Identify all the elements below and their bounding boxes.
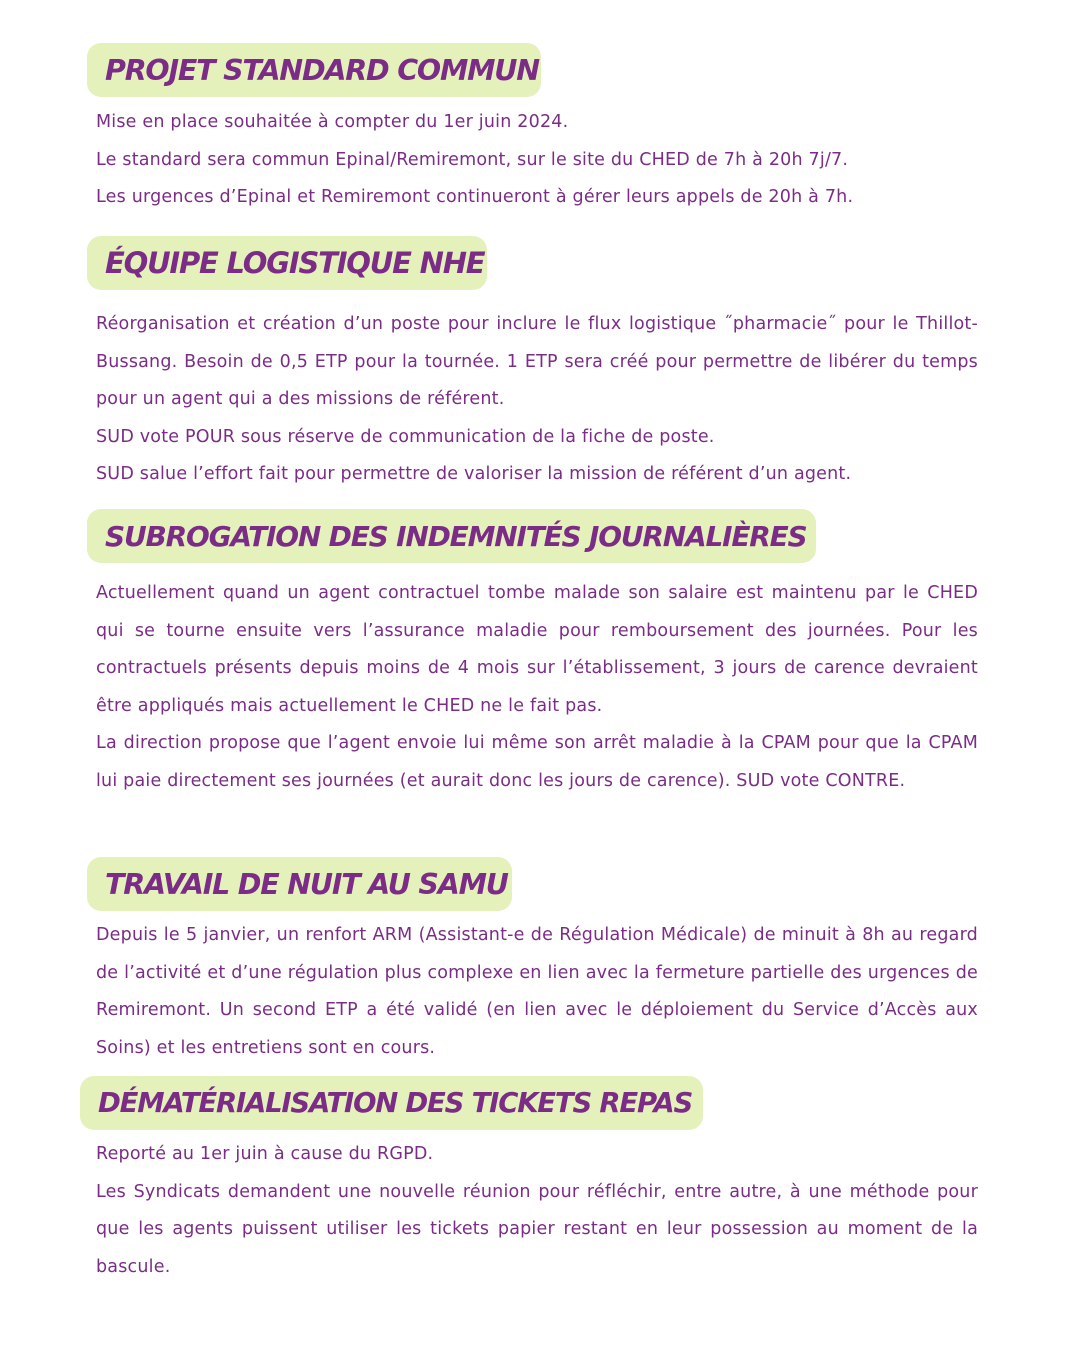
paragraph: Les urgences d’Epinal et Remiremont continueront à gérer leurs appels de 20h à 7h. [96,187,854,207]
section-title-dematerialisation: DÉMATÉRIALISATION DES TICKETS REPAS [80,1076,703,1130]
section-body-equipe-logistique-nhe [96,306,978,494]
section-body-projet-standard-commun [96,104,978,217]
paragraph: Les Syndicats demandent une nouvelle réunion pour réfléchir, entre autre, à une méthode pour que les agents puissent utiliser les tickets papier restant en leur possession au moment de la bascule. [96,1181,978,1277]
section-body-subrogation [96,575,978,800]
paragraph: Depuis le 5 janvier, un renfort ARM (Assistant-e de Régulation Médicale) de minuit à 8h au regard de l’activité et d’une régulation plus complexe en lien avec la fermeture partielle des urgences de Remiremont. Un second ETP a été validé (en lien avec le déploiement du Service d’Accès aux Soins) et les entretiens sont en cours. [96,925,978,1058]
section-title-projet-standard-commun: PROJET STANDARD COMMUN [87,43,541,97]
paragraph: Réorganisation et création d’un poste pour inclure le flux logistique ˝pharmacie˝ pour le Thillot-Bussang. Besoin de 0,5 ETP pour la tournée. 1 ETP sera créé pour permettre de libérer du temps pour un agent qui a des missions de référent. [96,314,978,409]
paragraph: Reporté au 1er juin à cause du RGPD. [96,1144,434,1164]
paragraph: Le standard sera commun Epinal/Remiremont, sur le site du CHED de 7h à 20h 7j/7. [96,149,849,170]
section-title-subrogation: SUBROGATION DES INDEMNITÉS JOURNALIÈRES [87,509,816,563]
section-title-travail-de-nuit: TRAVAIL DE NUIT AU SAMU [87,857,512,911]
paragraph: SUD vote POUR sous réserve de communication de la fiche de poste. [96,426,715,447]
paragraph: La direction propose que l’agent envoie lui même son arrêt maladie à la CPAM pour que la CPAM lui paie directement ses journées (et aurait donc les jours de carence). SUD vote CONTRE. [96,733,978,791]
section-body-travail-de-nuit [96,917,978,1067]
section-title-equipe-logistique-nhe: ÉQUIPE LOGISTIQUE NHE [87,236,487,290]
section-body-dematerialisation [96,1136,978,1286]
paragraph: Actuellement quand un agent contractuel tombe malade son salaire est maintenu par le CHED qui se tourne ensuite vers l’assurance maladie pour remboursement des journées. Pour les contractuels présents depuis moins de 4 mois sur l’établissement, 3 jours de carence devraient être appliqués mais actuellement le CHED ne le fait pas. [96,583,978,716]
paragraph: SUD salue l’effort fait pour permettre de valoriser la mission de référent d’un agent. [96,464,852,484]
paragraph: Mise en place souhaitée à compter du 1er juin 2024. [96,112,569,132]
